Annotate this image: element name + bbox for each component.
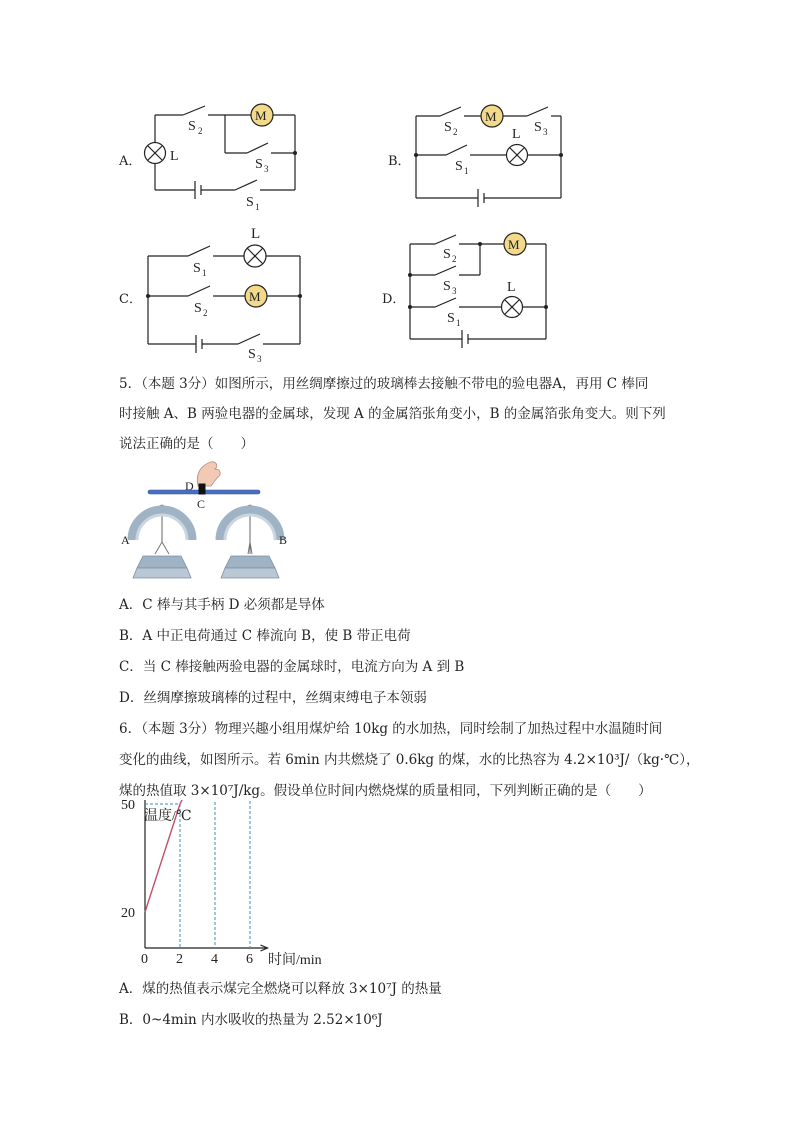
svg-text:M: M	[249, 289, 261, 304]
switch-s2-label: S	[194, 301, 202, 316]
switch-s1-label: S	[246, 195, 254, 210]
switch-s3-sub: 3	[257, 354, 262, 364]
lamp-label: L	[251, 226, 261, 242]
switch-s2-label: S	[188, 119, 196, 134]
electroscope-a-label: A	[121, 533, 130, 547]
q5-option-d[interactable]: D．丝绸摩擦玻璃棒的过程中，丝绸束缚电子本领弱	[119, 690, 427, 706]
switch-s1-label: S	[193, 261, 201, 276]
rod-handle-label: D	[185, 479, 194, 493]
switch-s2-sub: 2	[452, 254, 457, 264]
x-tick-label: 0	[141, 952, 148, 967]
switch-s1-sub: 1	[255, 202, 260, 212]
electroscope-b	[220, 505, 280, 578]
y-tick-label: 50	[121, 800, 135, 813]
q5-option-c[interactable]: C．当 C 棒接触两验电器的金属球时，电流方向为 A 到 B	[119, 659, 465, 675]
circuit-d-diagram	[0, 0, 794, 370]
lamp-label: L	[170, 149, 179, 164]
electroscope-a	[132, 505, 192, 578]
switch-s1-label: S	[455, 159, 463, 174]
switch-s3-sub: 3	[264, 164, 269, 174]
q6-option-b[interactable]: B．0~4min 内水吸收的热量为 2.52×10⁶J	[119, 1012, 383, 1028]
switch-s1-sub: 1	[464, 166, 469, 176]
switch-s3-sub: 3	[452, 286, 457, 296]
switch-s1-sub: 1	[456, 318, 461, 328]
q6-stem-line-1: 6．（本题 3分）物理兴趣小组用煤炉给 10kg 的水加热，同时绘制了加热过程中水温随时间	[119, 721, 663, 737]
switch-s1-sub: 1	[202, 268, 207, 278]
switch-s3-sub: 3	[543, 127, 548, 137]
switch-s3-label: S	[443, 279, 451, 294]
electroscope-figure	[115, 460, 305, 585]
switch-s2-label: S	[444, 120, 452, 135]
circuit-a-letter: A．	[119, 154, 142, 169]
q6-option-a[interactable]: A．煤的热值表示煤完全燃烧可以释放 3×10⁷J 的热量	[119, 981, 442, 997]
switch-s2-sub: 2	[203, 308, 208, 318]
lamp-icon	[502, 297, 523, 318]
hand-icon	[197, 462, 220, 486]
q5-option-a[interactable]: A．C 棒与其手柄 D 必须都是导体	[119, 597, 325, 613]
lamp-label: L	[507, 280, 516, 295]
switch-s2-sub: 2	[453, 127, 458, 137]
electroscope-b-label: B	[279, 533, 288, 547]
q6-stem-line-3: 煤的热值取 3×10⁷J/kg。假设单位时间内燃烧煤的质量相同，下列判断正确的是（ ）	[119, 783, 652, 799]
switch-s3-label: S	[248, 347, 256, 362]
switch-s2-label: S	[443, 247, 451, 262]
svg-text:M: M	[255, 108, 267, 123]
switch-s3-label: S	[255, 157, 263, 172]
rod-label: C	[197, 497, 206, 511]
q5-stem-line-3: 说法正确的是（ ）	[119, 436, 254, 452]
circuit-b-letter: B．	[388, 154, 411, 169]
switch-s3-label: S	[534, 120, 542, 135]
q6-stem-line-2: 变化的曲线，如图所示。若 6min 内共燃烧了 0.6kg 的煤，水的比热容为 4.2×10³J/（kg·℃），	[119, 752, 700, 768]
switch-s1-label: S	[447, 311, 455, 326]
switch-s2-sub: 2	[198, 126, 203, 136]
chart-xlabel: 时间/min	[268, 953, 322, 968]
svg-text:M: M	[485, 109, 497, 124]
lamp-label: L	[512, 127, 521, 142]
motor-icon	[504, 233, 526, 255]
x-tick-label: 2	[176, 952, 183, 967]
x-tick-label: 4	[211, 952, 218, 967]
q5-stem-line-2: 时接触 A、B 两验电器的金属球，发现 A 的金属箔张角变小，B 的金属箔张角变大。则下列	[119, 406, 666, 422]
circuit-c-letter: C．	[119, 292, 142, 307]
x-tick-label: 6	[246, 952, 253, 967]
svg-text:M: M	[508, 237, 520, 252]
q5-stem-line-1: 5．（本题 3分）如图所示，用丝绸摩擦过的玻璃棒去接触不带电的验电器A，再用 C 棒同	[119, 376, 649, 392]
circuit-d-letter: D．	[382, 292, 406, 307]
temperature-chart	[110, 800, 350, 975]
q5-option-b[interactable]: B．A 中正电荷通过 C 棒流向 B，使 B 带正电荷	[119, 628, 411, 644]
y-tick-label: 20	[121, 906, 135, 921]
chart-ylabel: 温度/℃	[144, 809, 192, 824]
